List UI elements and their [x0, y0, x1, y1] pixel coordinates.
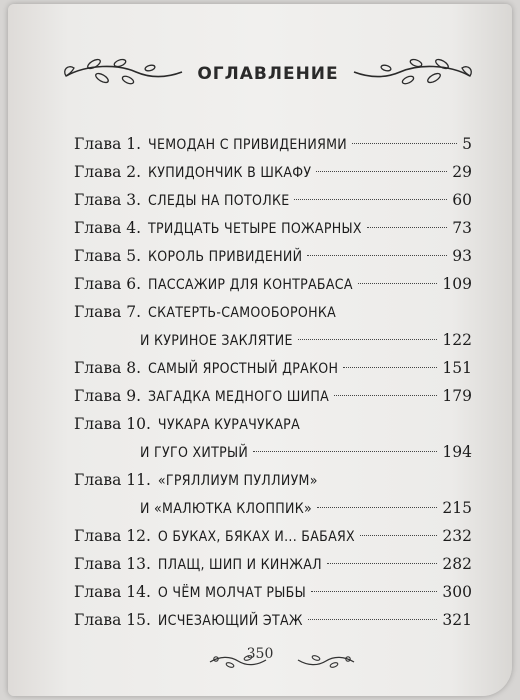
toc-entry-line — [74, 298, 472, 326]
toc-entry — [74, 270, 472, 298]
chapter-title: СЛЕДЫ НА ПОТОЛКЕ — [148, 193, 290, 209]
toc-entry-line — [74, 270, 472, 298]
chapter-page-number: 5 — [462, 135, 472, 153]
toc-entry-line — [74, 550, 472, 578]
chapter-page-number: 109 — [442, 275, 472, 293]
chapter-title: ТРИДЦАТЬ ЧЕТЫРЕ ПОЖАРНЫХ — [148, 221, 362, 237]
chapter-number: Глава 1. — [74, 135, 142, 153]
chapter-page-number: 179 — [442, 387, 472, 405]
toc-entry-line — [74, 438, 472, 466]
chapter-title: И «МАЛЮТКА КЛОППИК» — [140, 501, 312, 517]
chapter-title: ЧЕМОДАН С ПРИВИДЕНИЯМИ — [148, 137, 348, 153]
chapter-number: Глава 4. — [74, 219, 142, 237]
chapter-title: И ГУГО ХИТРЫЙ — [140, 445, 249, 461]
page-number: 350 — [246, 646, 274, 662]
toc-entry — [74, 298, 472, 354]
toc-entry — [74, 466, 472, 522]
chapter-page-number: 73 — [452, 219, 472, 237]
toc-entry-line — [74, 382, 472, 410]
chapter-title: О ЧЁМ МОЛЧАТ РЫБЫ — [157, 585, 307, 601]
chapter-page-number: 151 — [442, 359, 472, 377]
chapter-title: О БУКАХ, БЯКАХ И... БАБАЯХ — [157, 529, 355, 545]
chapter-title: ЧУКАРА КУРАЧУКАРА — [157, 417, 300, 433]
toc-header — [58, 54, 478, 94]
chapter-page-number: 232 — [442, 527, 472, 545]
table-of-contents — [74, 130, 472, 634]
chapter-title: КУПИДОНЧИК В ШКАФУ — [148, 165, 312, 181]
dot-leader — [294, 199, 447, 200]
chapter-number: Глава 7. — [74, 303, 142, 321]
toc-entry-line — [74, 186, 472, 214]
chapter-title: САМЫЙ ЯРОСТНЫЙ ДРАКОН — [148, 361, 339, 377]
dot-leader — [311, 591, 437, 592]
dot-leader — [253, 451, 437, 452]
toc-entry-line — [74, 354, 472, 382]
toc-entry-line — [74, 606, 472, 634]
chapter-number: Глава 2. — [74, 163, 142, 181]
chapter-page-number: 194 — [442, 443, 472, 461]
chapter-number: Глава 14. — [74, 583, 151, 601]
toc-entry-line — [74, 466, 472, 494]
chapter-title: ЗАГАДКА МЕДНОГО ШИПА — [148, 389, 330, 405]
dot-leader — [308, 619, 438, 620]
dot-leader — [367, 227, 447, 228]
book-page — [8, 4, 512, 696]
chapter-page-number: 93 — [452, 247, 472, 265]
chapter-page-number: 300 — [442, 583, 472, 601]
dot-leader — [317, 507, 437, 508]
chapter-title: «ГРЯЛЛИУМ ПУЛЛИУМ» — [157, 473, 318, 489]
chapter-number: Глава 5. — [74, 247, 142, 265]
toc-entry — [74, 382, 472, 410]
dot-leader — [352, 143, 457, 144]
chapter-number: Глава 11. — [74, 471, 151, 489]
dot-leader — [298, 339, 438, 340]
chapter-number: Глава 3. — [74, 191, 142, 209]
chapter-number: Глава 12. — [74, 527, 151, 545]
toc-entry — [74, 410, 472, 466]
page-footer — [8, 644, 512, 674]
dot-leader — [316, 171, 447, 172]
dot-leader — [334, 395, 437, 396]
toc-entry — [74, 354, 472, 382]
dot-leader — [343, 367, 437, 368]
footer-right-ornament-icon — [296, 652, 356, 670]
toc-entry-line — [74, 242, 472, 270]
toc-entry-line — [74, 214, 472, 242]
toc-entry-line — [74, 578, 472, 606]
toc-entry — [74, 550, 472, 578]
chapter-number: Глава 6. — [74, 275, 142, 293]
chapter-number: Глава 9. — [74, 387, 142, 405]
chapter-title: ПАССАЖИР ДЛЯ КОНТРАБАСА — [148, 277, 353, 293]
toc-title: ОГЛАВЛЕНИЕ — [197, 64, 339, 84]
right-leaf-ornament-icon — [348, 56, 478, 88]
chapter-page-number: 60 — [452, 191, 472, 209]
toc-entry — [74, 578, 472, 606]
toc-entry — [74, 186, 472, 214]
chapter-page-number: 122 — [442, 331, 472, 349]
chapter-title: ПЛАЩ, ШИП И КИНЖАЛ — [157, 557, 322, 573]
chapter-number: Глава 13. — [74, 555, 151, 573]
chapter-title: СКАТЕРТЬ-САМООБОРОНКА — [148, 305, 337, 321]
chapter-number: Глава 10. — [74, 415, 151, 433]
toc-entry — [74, 130, 472, 158]
chapter-page-number: 282 — [442, 555, 472, 573]
toc-entry-line — [74, 326, 472, 354]
toc-entry — [74, 606, 472, 634]
dot-leader — [307, 255, 447, 256]
toc-entry-line — [74, 158, 472, 186]
dot-leader — [360, 535, 437, 536]
toc-entry — [74, 242, 472, 270]
chapter-page-number: 215 — [442, 499, 472, 517]
toc-entry-line — [74, 494, 472, 522]
chapter-title: И КУРИНОЕ ЗАКЛЯТИЕ — [140, 333, 293, 349]
dot-leader — [358, 283, 438, 284]
chapter-title: ИСЧЕЗАЮЩИЙ ЭТАЖ — [157, 613, 303, 629]
toc-entry — [74, 158, 472, 186]
chapter-number: Глава 8. — [74, 359, 142, 377]
dot-leader — [327, 563, 437, 564]
toc-entry — [74, 214, 472, 242]
toc-entry-line — [74, 522, 472, 550]
chapter-number: Глава 15. — [74, 611, 151, 629]
chapter-page-number: 321 — [442, 611, 472, 629]
toc-entry-line — [74, 130, 472, 158]
chapter-page-number: 29 — [452, 163, 472, 181]
toc-entry — [74, 522, 472, 550]
toc-entry-line — [74, 410, 472, 438]
chapter-title: КОРОЛЬ ПРИВИДЕНИЙ — [148, 249, 303, 265]
